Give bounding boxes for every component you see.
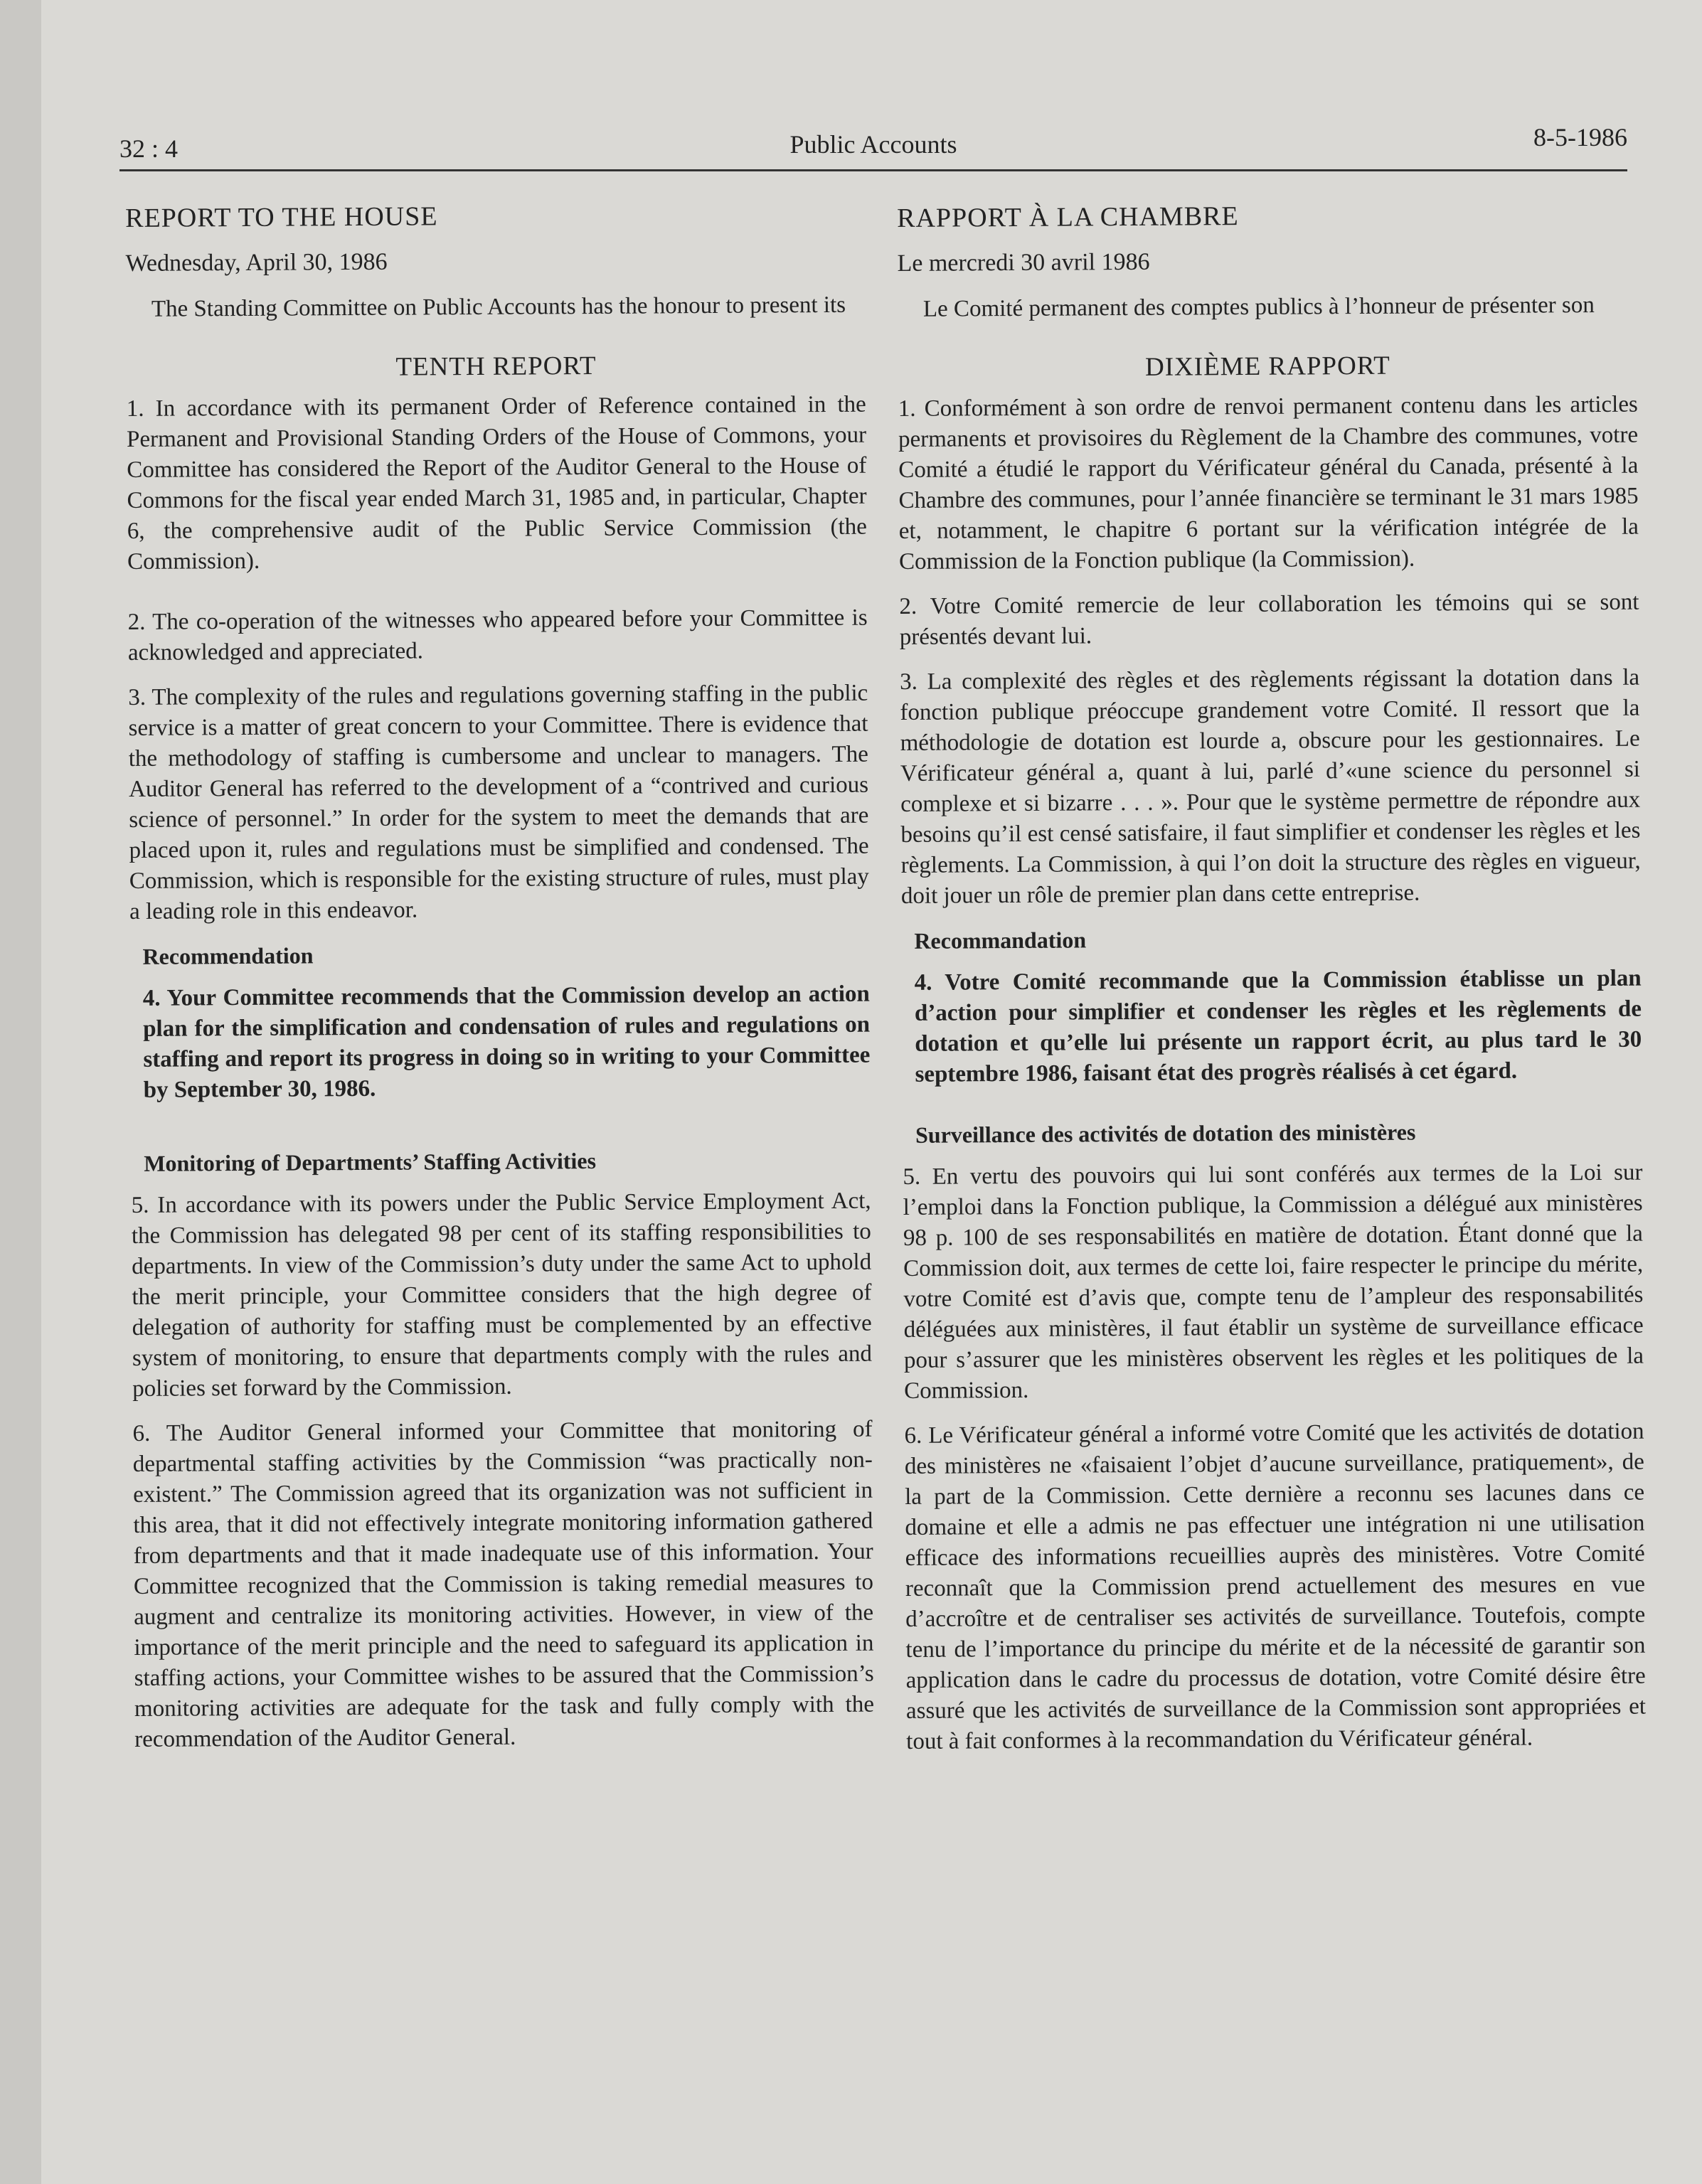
paragraph-2-en: 2. The co-operation of the witnesses who appeared before your Committee is acknowledged and appreciated. [127, 604, 868, 666]
paragraph-3-fr: 3. La complexité des règles et des règlements régissant la dotation dans la fonction publique préoccupe grandement votre Comité. Il ressort que la méthodologie de dotation est lourde a, obscure pour les gestionnaires. Le Vérificateur général a, quant à lui, parlé d’«une science du personnel si complexe et si bizarre . . . ». Pour que le système permettre de répondre aux besoins qu’il est censé satisfaire, il faut simplifier et condenser les règles et les règlements. La Commission, à qui l’on doit la structure des règles en vigueur, doit jouer un rôle de premier plan dans cette entreprise. [900, 664, 1641, 909]
page-header [119, 112, 1627, 171]
running-title: Public Accounts [789, 130, 957, 159]
monitoring-heading-fr: Surveillance des activités de dotation des ministères [915, 1119, 1416, 1148]
paragraph-5-en: 5. In accordance with its powers under the Public Service Employment Act, the Commission has delegated 98 per cent of its staffing responsibilities to departments. In view of the Commission’s duty under the same Act to uphold the merit principle, your Committee considers that the high degree of delegation of authority for staffing must be complemented by an effective system of monitoring, to ensure that departments comply with the rules and policies set forward by the Commission. [131, 1188, 873, 1402]
report-heading-fr: RAPPORT À LA CHAMBRE [897, 201, 1239, 233]
paragraph-1-en: 1. In accordance with its permanent Order of Reference contained in the Permanent and Provisional Standing Orders of the House of Commons, your Committee has considered the Report of the Auditor General to the House of Commons for the fiscal year ended March 31, 1985 and, in particular, Chapter 6, the comprehensive audit of the Public Service Commission (the Commission). [126, 391, 867, 575]
paragraph-6-en: 6. The Auditor General informed your Committee that monitoring of departmental staffing activities by the Commission “was practically non-existent.” The Commission agreed that its organization was not sufficient in this area, that it did not effectively integrate monitoring information gathered from departments and that it made inadequate use of this information. Your Committee recognized that the Commission is taking remedial measures to augment and centralize its monitoring activities. However, in view of the importance of the merit principle and the need to safeguard its application in staffing actions, your Committee wishes to be assured that the Commission’s monitoring activities are adequate for the task and fully comply with the recommendation of the Auditor General. [132, 1416, 875, 1752]
french-column [897, 195, 1646, 1772]
intro-fr: Le Comité permanent des comptes publics à l’honneur de présenter son [922, 292, 1595, 322]
header-date: 8-5-1986 [1533, 123, 1627, 151]
paragraph-4-en: 4. Your Committee recommends that the Commission develop an action plan for the simplification and condensation of rules and regulations on staffing and report its progress in doing so in writing to your Committee by September 30, 1986. [142, 981, 871, 1103]
report-title-fr: DIXIÈME RAPPORT [1144, 351, 1390, 382]
report-date-en: Wednesday, April 30, 1986 [125, 248, 388, 277]
intro-en: The Standing Committee on Public Accounts has the honour to present its [151, 292, 846, 322]
report-date-fr: Le mercredi 30 avril 1986 [897, 248, 1150, 277]
monitoring-heading-en: Monitoring of Departments’ Staffing Activities [144, 1147, 597, 1176]
paragraph-1-fr: 1. Conformément à son ordre de renvoi permanent contenu dans les articles permanents et provisoires du Règlement de la Chambre des communes, votre Comité a étudié le rapport du Vérificateur général du Canada, présenté à la Chambre des communes, pour l’année financière se terminant le 31 mars 1985 et, notamment, le chapitre 6 portant sur la vérification intégrée de la Commission de la Fonction publique (la Commission). [898, 391, 1639, 575]
english-column [125, 195, 874, 1769]
report-heading-en: REPORT TO THE HOUSE [125, 201, 438, 233]
recommendation-heading-fr: Recommandation [914, 927, 1087, 954]
document-page [41, 0, 1702, 2184]
paragraph-5-fr: 5. En vertu des pouvoirs qui lui sont conférés aux termes de la Loi sur l’emploi dans la Fonction publique, la Commission a délégué aux ministères 98 p. 100 de ses responsabilités en matière de dotation. Étant donné que la Commission doit, aux termes de cette loi, faire respecter le principe du mérite, votre Comité est d’avis que, compte tenu de l’ampleur des responsabilités déléguées aux ministères, il faut établir un système de surveillance efficace pour s’assurer que les ministères observent les règles et les politiques de la Commission. [903, 1159, 1644, 1404]
page-number: 32 : 4 [119, 134, 179, 163]
paragraph-2-fr: 2. Votre Comité remercie de leur collaboration les témoins qui se sont présentés devant lui. [899, 589, 1639, 650]
paragraph-6-fr: 6. Le Vérificateur général a informé votre Comité que les activités de dotation des ministères ne «faisaient l’objet d’aucune surveillance, pratiquement», de la part de la Commission. Cette dernière a reconnu ses lacunes dans ce domaine et elle a admis ne pas effectuer une intégration ni une utilisation efficace des informations recueillies auprès des ministères. Votre Comité reconnaît que la Commission prend actuellement des mesures en vue d’accroître et de centraliser ses activités de surveillance. Toutefois, compte tenu de l’importance du principe du mérite et de la nécessité de garantir son application dans le cadre du processus de dotation, votre Comité désire être assuré que les activités de surveillance de la Commission sont appropriées et tout à fait conformes à la recommandation du Vérificateur général. [904, 1418, 1647, 1754]
paragraph-4-fr: 4. Votre Comité recommande que la Commission établisse un plan d’action pour simplifier et condenser les règles et les règlements de dotation et qu’elle lui présente un rapport écrit, au plus tard le 30 septembre 1986, faisant état des progrès réalisés à cet égard. [914, 965, 1642, 1087]
paragraph-3-en: 3. The complexity of the rules and regulations governing staffing in the public service is a matter of great concern to your Committee. There is evidence that the methodology of staffing is cumbersome and unclear to managers. The Auditor General has referred to the development of a “contrived and curious science of personnel.” In order for the system to meet the demands that are placed upon it, rules and regulations must be simplified and condensed. The Commission, which is responsible for the existing structure of rules, must play a leading role in this endeavor. [128, 680, 869, 925]
recommendation-heading-en: Recommendation [142, 942, 314, 969]
report-title-en: TENTH REPORT [395, 351, 597, 382]
